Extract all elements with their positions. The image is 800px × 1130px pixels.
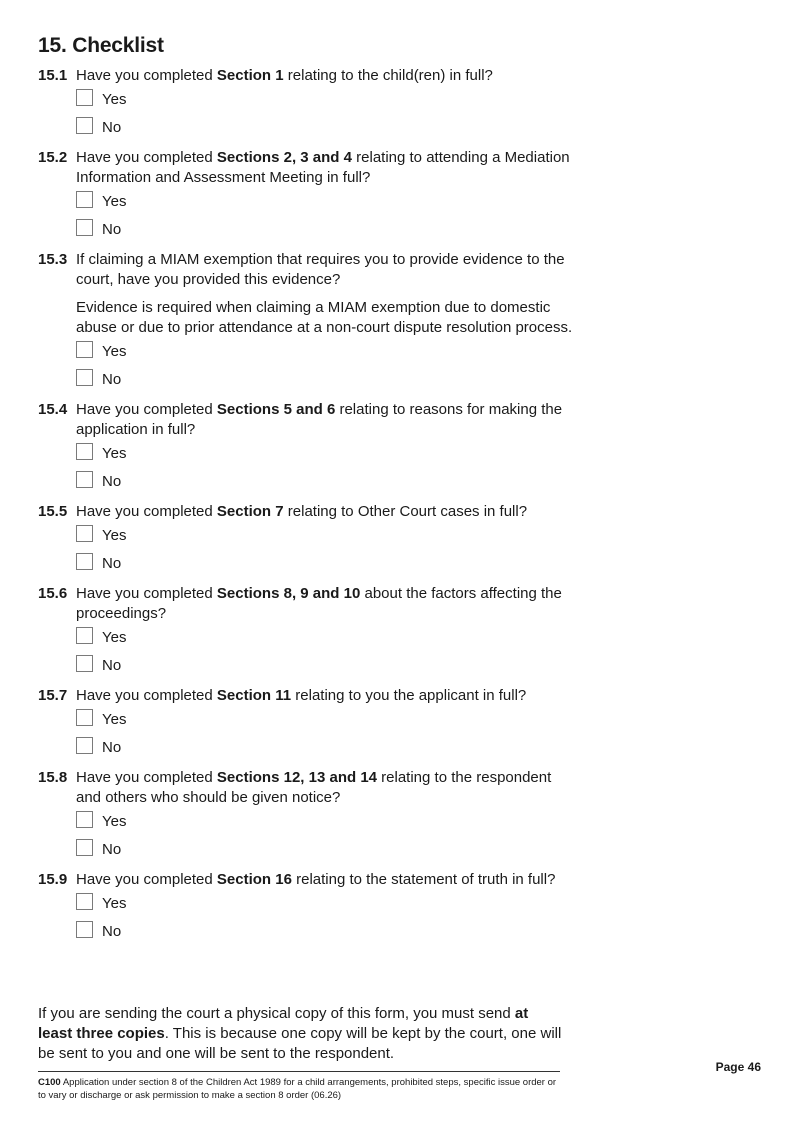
checklist-questions [38, 66, 578, 952]
question-text [76, 768, 578, 808]
option-label: Yes [102, 527, 127, 544]
question-number: 15.7 [38, 687, 68, 704]
question-text-post: about the factors affecting the proceedings? [76, 585, 562, 622]
option-yes[interactable] [76, 890, 578, 918]
option-label: Yes [102, 91, 127, 108]
question-text-bold: Sections 5 and 6 [216, 401, 336, 418]
question-15-5 [38, 502, 578, 578]
question-15-6 [38, 584, 578, 680]
question-text-pre: Have you completed [76, 769, 217, 786]
question-number: 15.2 [38, 149, 68, 166]
question-15-9 [38, 870, 578, 946]
question-text-post: relating to attending a Mediation Information and Assessment Meeting in full? [76, 149, 570, 186]
checkbox-no[interactable] [76, 655, 93, 672]
question-text [76, 870, 578, 890]
option-label: Yes [102, 629, 127, 646]
option-label: No [102, 119, 122, 136]
option-label: No [102, 555, 122, 572]
page-footer [38, 1077, 558, 1102]
checkbox-yes[interactable] [76, 893, 93, 910]
checkbox-yes[interactable] [76, 525, 93, 542]
question-note: Evidence is required when claiming a MIAM exemption due to domestic abuse or due to prior attendance at a non-court dispute resolution process. [76, 299, 573, 336]
option-no[interactable] [76, 114, 578, 142]
page-number: Page 46 [715, 1060, 761, 1074]
option-label: Yes [102, 343, 127, 360]
option-label: No [102, 371, 122, 388]
checkbox-no[interactable] [76, 839, 93, 856]
question-15-7 [38, 686, 578, 762]
question-text [76, 686, 578, 706]
checkbox-yes[interactable] [76, 811, 93, 828]
closing-text-bold: at least three copies [38, 1005, 529, 1042]
checkbox-no[interactable] [76, 369, 93, 386]
option-label: Yes [102, 193, 127, 210]
closing-text-pre: If you are sending the court a physical copy of this form, you must send [38, 1005, 515, 1022]
option-label: No [102, 923, 122, 940]
question-text-pre: Have you completed [76, 871, 217, 888]
question-text-bold: Section 7 [216, 503, 284, 520]
form-code: C100 [38, 1077, 61, 1088]
question-text-pre: Have you completed [76, 585, 217, 602]
option-no[interactable] [76, 918, 578, 946]
option-label: Yes [102, 895, 127, 912]
checkbox-no[interactable] [76, 921, 93, 938]
question-number: 15.1 [38, 67, 68, 84]
question-15-4 [38, 400, 578, 496]
question-text-bold: Section 16 [216, 871, 292, 888]
question-number: 15.8 [38, 769, 68, 786]
option-no[interactable] [76, 652, 578, 680]
question-text [76, 502, 578, 522]
option-label: No [102, 473, 122, 490]
question-text-pre: Have you completed [76, 503, 217, 520]
checkbox-yes[interactable] [76, 443, 93, 460]
option-yes[interactable] [76, 522, 578, 550]
question-text [76, 148, 578, 188]
option-label: No [102, 739, 122, 756]
closing-paragraph [38, 1004, 563, 1064]
question-text-post: relating to the statement of truth in full? [291, 871, 556, 888]
option-label: No [102, 221, 122, 238]
checkbox-yes[interactable] [76, 89, 93, 106]
option-no[interactable] [76, 366, 578, 394]
checkbox-yes[interactable] [76, 627, 93, 644]
option-no[interactable] [76, 836, 578, 864]
question-15-8 [38, 768, 578, 864]
checkbox-no[interactable] [76, 553, 93, 570]
option-yes[interactable] [76, 86, 578, 114]
question-text-pre: Have you completed [76, 149, 217, 166]
footer-divider [38, 1071, 560, 1072]
option-yes[interactable] [76, 440, 578, 468]
checkbox-yes[interactable] [76, 341, 93, 358]
option-no[interactable] [76, 216, 578, 244]
question-text-post: relating to the child(ren) in full? [283, 67, 493, 84]
checkbox-no[interactable] [76, 471, 93, 488]
question-text-bold: Sections 2, 3 and 4 [216, 149, 352, 166]
option-yes[interactable] [76, 188, 578, 216]
question-text-post: relating to the respondent and others who should be given notice? [76, 769, 552, 806]
form-description: Application under section 8 of the Children Act 1989 for a child arrangements, prohibited steps, specific issue order or to vary or discharge or ask permission to make a section 8 order (06.26) [38, 1077, 557, 1101]
option-no[interactable] [76, 550, 578, 578]
checkbox-no[interactable] [76, 219, 93, 236]
question-text-pre: Have you completed [76, 687, 217, 704]
checkbox-yes[interactable] [76, 191, 93, 208]
question-number: 15.6 [38, 585, 68, 602]
question-text-pre: Have you completed [76, 67, 217, 84]
option-yes[interactable] [76, 808, 578, 836]
option-label: No [102, 841, 122, 858]
question-text-bold: Section 11 [216, 687, 292, 704]
question-text [76, 66, 578, 86]
question-text [76, 250, 578, 290]
option-no[interactable] [76, 734, 578, 762]
option-no[interactable] [76, 468, 578, 496]
option-label: Yes [102, 813, 127, 830]
question-text-pre: Have you completed [76, 401, 217, 418]
question-text [76, 400, 578, 440]
question-15-2 [38, 148, 578, 244]
question-15-3 [38, 250, 578, 394]
question-number: 15.5 [38, 503, 68, 520]
question-number: 15.3 [38, 251, 68, 268]
question-text-bold: Sections 12, 13 and 14 [216, 769, 377, 786]
question-text-bold: Sections 8, 9 and 10 [216, 585, 361, 602]
question-number: 15.4 [38, 401, 68, 418]
question-15-1 [38, 66, 578, 142]
option-yes[interactable] [76, 338, 578, 366]
question-text-post: relating to Other Court cases in full? [283, 503, 528, 520]
question-text-pre: If claiming a MIAM exemption that requires you to provide evidence to the court, have you provided this evidence? [76, 251, 565, 288]
question-text [76, 584, 578, 624]
question-number: 15.9 [38, 871, 68, 888]
option-label: Yes [102, 445, 127, 462]
question-text-bold: Section 1 [216, 67, 284, 84]
option-label: Yes [102, 711, 127, 728]
option-label: No [102, 657, 122, 674]
option-yes[interactable] [76, 706, 578, 734]
question-text-post: relating to you the applicant in full? [291, 687, 527, 704]
section-heading: 15. Checklist [38, 34, 164, 57]
checkbox-no[interactable] [76, 737, 93, 754]
question-text-post: relating to reasons for making the application in full? [76, 401, 563, 438]
option-yes[interactable] [76, 624, 578, 652]
closing-text-post: . This is because one copy will be kept by the court, one will be sent to you and one will be sent to the respondent. [38, 1025, 562, 1062]
checkbox-yes[interactable] [76, 709, 93, 726]
checkbox-no[interactable] [76, 117, 93, 134]
